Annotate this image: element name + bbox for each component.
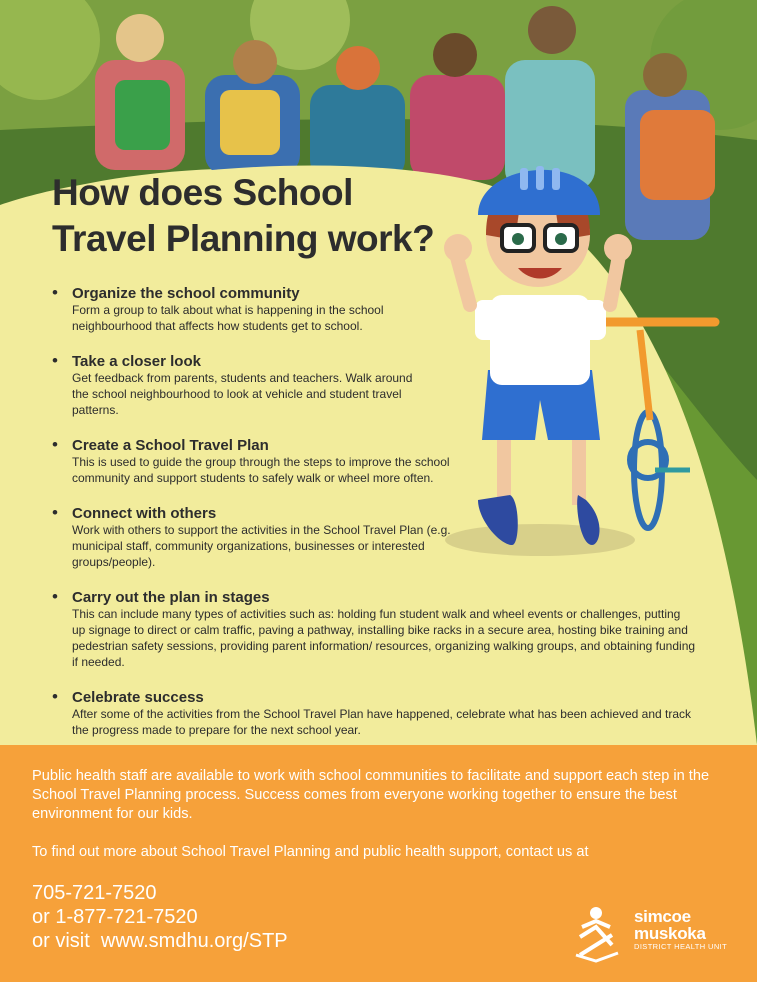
- step-text: Work with others to support the activities in the School Travel Plan (e.g. municipal staff, community organizations, businesses or interested groups/people).: [72, 523, 451, 569]
- step-text: After some of the activities from the School Travel Plan have happened, celebrate what has been achieved and track the progress made to prepare for the next school year.: [72, 707, 692, 737]
- step-text: This is used to guide the group through the steps to improve the school community and support students to safely walk or wheel more often.: [72, 455, 450, 485]
- step-organize: [52, 285, 692, 334]
- steps-list: [52, 285, 696, 738]
- logo-line-3: DISTRICT HEALTH UNIT: [634, 942, 728, 951]
- step-create-plan: [52, 437, 692, 486]
- step-celebrate: [52, 689, 692, 738]
- step-heading: • Organize the school community: [72, 285, 300, 302]
- logo-wordmark: [634, 908, 727, 952]
- logo-line-2: muskoka: [634, 924, 706, 943]
- logo-line-1: simcoe: [634, 907, 691, 926]
- step-heading: • Take a closer look: [72, 353, 201, 370]
- footer-paragraph-2: To find out more about School Travel Planning and public health support, contact us at: [32, 844, 589, 860]
- title-line-2: Travel Planning work?: [52, 218, 435, 259]
- step-text: This can include many types of activities such as: holding fun student walk and wheel events or challenges, putting up signage to direct or calm traffic, paving a pathway, installing bike racks in a secure area, hosting bike training and pedestrian safety sessions, providing parent information/ resources, organizing walking groups, and obtaining funding if needed.: [72, 607, 696, 669]
- title-line-1: How does School: [52, 172, 353, 213]
- step-heading: • Carry out the plan in stages: [72, 589, 270, 606]
- footer-panel: [0, 745, 757, 982]
- step-heading: • Celebrate success: [72, 689, 204, 706]
- health-unit-emblem-icon: [572, 905, 628, 965]
- simcoe-muskoka-logo: [572, 905, 742, 965]
- step-text: Get feedback from parents, students and teachers. Walk around the school neighbourhood to look at vehicle and student travel patterns.: [72, 371, 413, 417]
- step-carry-out: [52, 589, 696, 670]
- phone-local[interactable]: 705-721-7520: [32, 882, 157, 904]
- step-text: Form a group to talk about what is happening in the school neighbourhood that affects how students get to school.: [72, 303, 384, 333]
- phone-tollfree[interactable]: or 1-877-721-7520: [32, 906, 198, 928]
- website-link[interactable]: or visit www.smdhu.org/STP: [32, 930, 288, 952]
- contact-info: [32, 881, 288, 953]
- step-closer-look: [52, 353, 692, 418]
- footer-paragraph-1: Public health staff are available to work with school communities to facilitate and support each step in the School Travel Planning process. Success comes from everyone working together to ensure the best environment for our kids.: [32, 768, 710, 822]
- step-heading: • Create a School Travel Plan: [72, 437, 269, 454]
- page-title: [52, 170, 434, 262]
- step-connect: [52, 505, 692, 570]
- step-heading: • Connect with others: [72, 505, 217, 522]
